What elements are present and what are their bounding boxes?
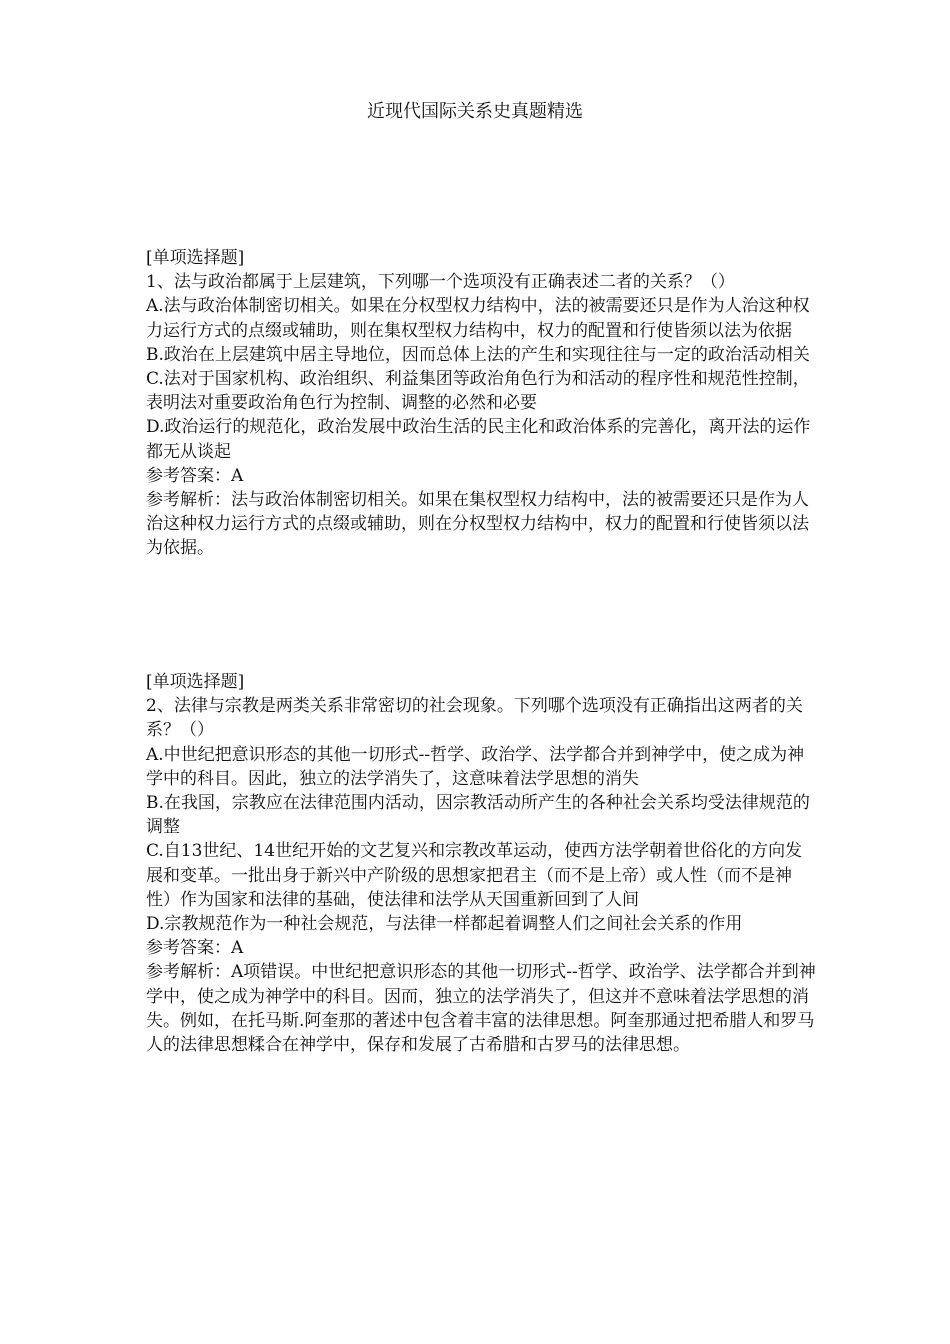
option-c: C.法对于国家机构、政治组织、利益集团等政治角色行为和活动的程序性和规范性控制，表明法对重要政治角色行为控制、调整的必然和必要 <box>146 369 810 414</box>
reference-answer: 参考答案：A <box>146 938 244 959</box>
option-d: D.政治运行的规范化，政治发展中政治生活的民主化和政治体系的完善化，离开法的运作都无从谈起 <box>146 417 811 462</box>
question-1 <box>146 246 816 561</box>
reference-analysis: 参考解析：法与政治体制密切相关。如果在集权型权力结构中，法的被需要还只是作为人治这种权力运行方式的点缀或辅助，则在分权型权力结构中，权力的配置和行使皆须以法为依据。 <box>146 490 809 559</box>
option-b: B.政治在上层建筑中居主导地位，因而总体上法的产生和实现往往与一定的政治活动相关 <box>146 344 810 365</box>
question-2 <box>146 670 816 1057</box>
option-b: B.在我国，宗教应在法律范围内活动，因宗教活动所产生的各种社会关系均受法律规范的调整 <box>146 793 810 838</box>
question-stem: 2、法律与宗教是两类关系非常密切的社会现象。下列哪个选项没有正确指出这两者的关系？（） <box>146 696 803 741</box>
reference-answer: 参考答案：A <box>146 465 244 486</box>
document-title: 近现代国际关系史真题精选 <box>367 101 583 122</box>
option-a: A.中世纪把意识形态的其他一切形式--哲学、政治学、法学都合并到神学中，使之成为神学中的科目。因此，独立的法学消失了，这意味着法学思想的消失 <box>146 744 805 789</box>
option-d: D.宗教规范作为一种社会规范，与法律一样都起着调整人们之间社会关系的作用 <box>146 914 743 935</box>
question-type-label: [单项选择题] <box>146 672 245 692</box>
reference-analysis: 参考解析：A项错误。中世纪把意识形态的其他一切形式--哲学、政治学、法学都合并到神学中，使之成为神学中的科目。因而，独立的法学消失了，但这并不意味着法学思想的消失。例如，在托马斯.阿奎那的著述中包含着丰富的法律思想。阿奎那通过把希腊人和罗马人的法律思想糅合在神学中，保存和发展了古希腊和古罗马的法律思想。 <box>146 962 816 1056</box>
question-type-label: [单项选择题] <box>146 248 245 268</box>
question-stem: 1、法与政治都属于上层建筑，下列哪一个选项没有正确表述二者的关系？（） <box>146 272 735 293</box>
option-a: A.法与政治体制密切相关。如果在分权型权力结构中，法的被需要还只是作为人治这种权力运行方式的点缀或辅助，则在集权型权力结构中，权力的配置和行使皆须以法为依据 <box>146 296 810 341</box>
option-c: C.自13世纪、14世纪开始的文艺复兴和宗教改革运动，使西方法学朝着世俗化的方向发展和变革。一批出身于新兴中产阶级的思想家把君主（而不是上帝）或人性（而不是神性）作为国家和法律的基础，使法律和法学从天国重新回到了人间 <box>146 841 803 910</box>
